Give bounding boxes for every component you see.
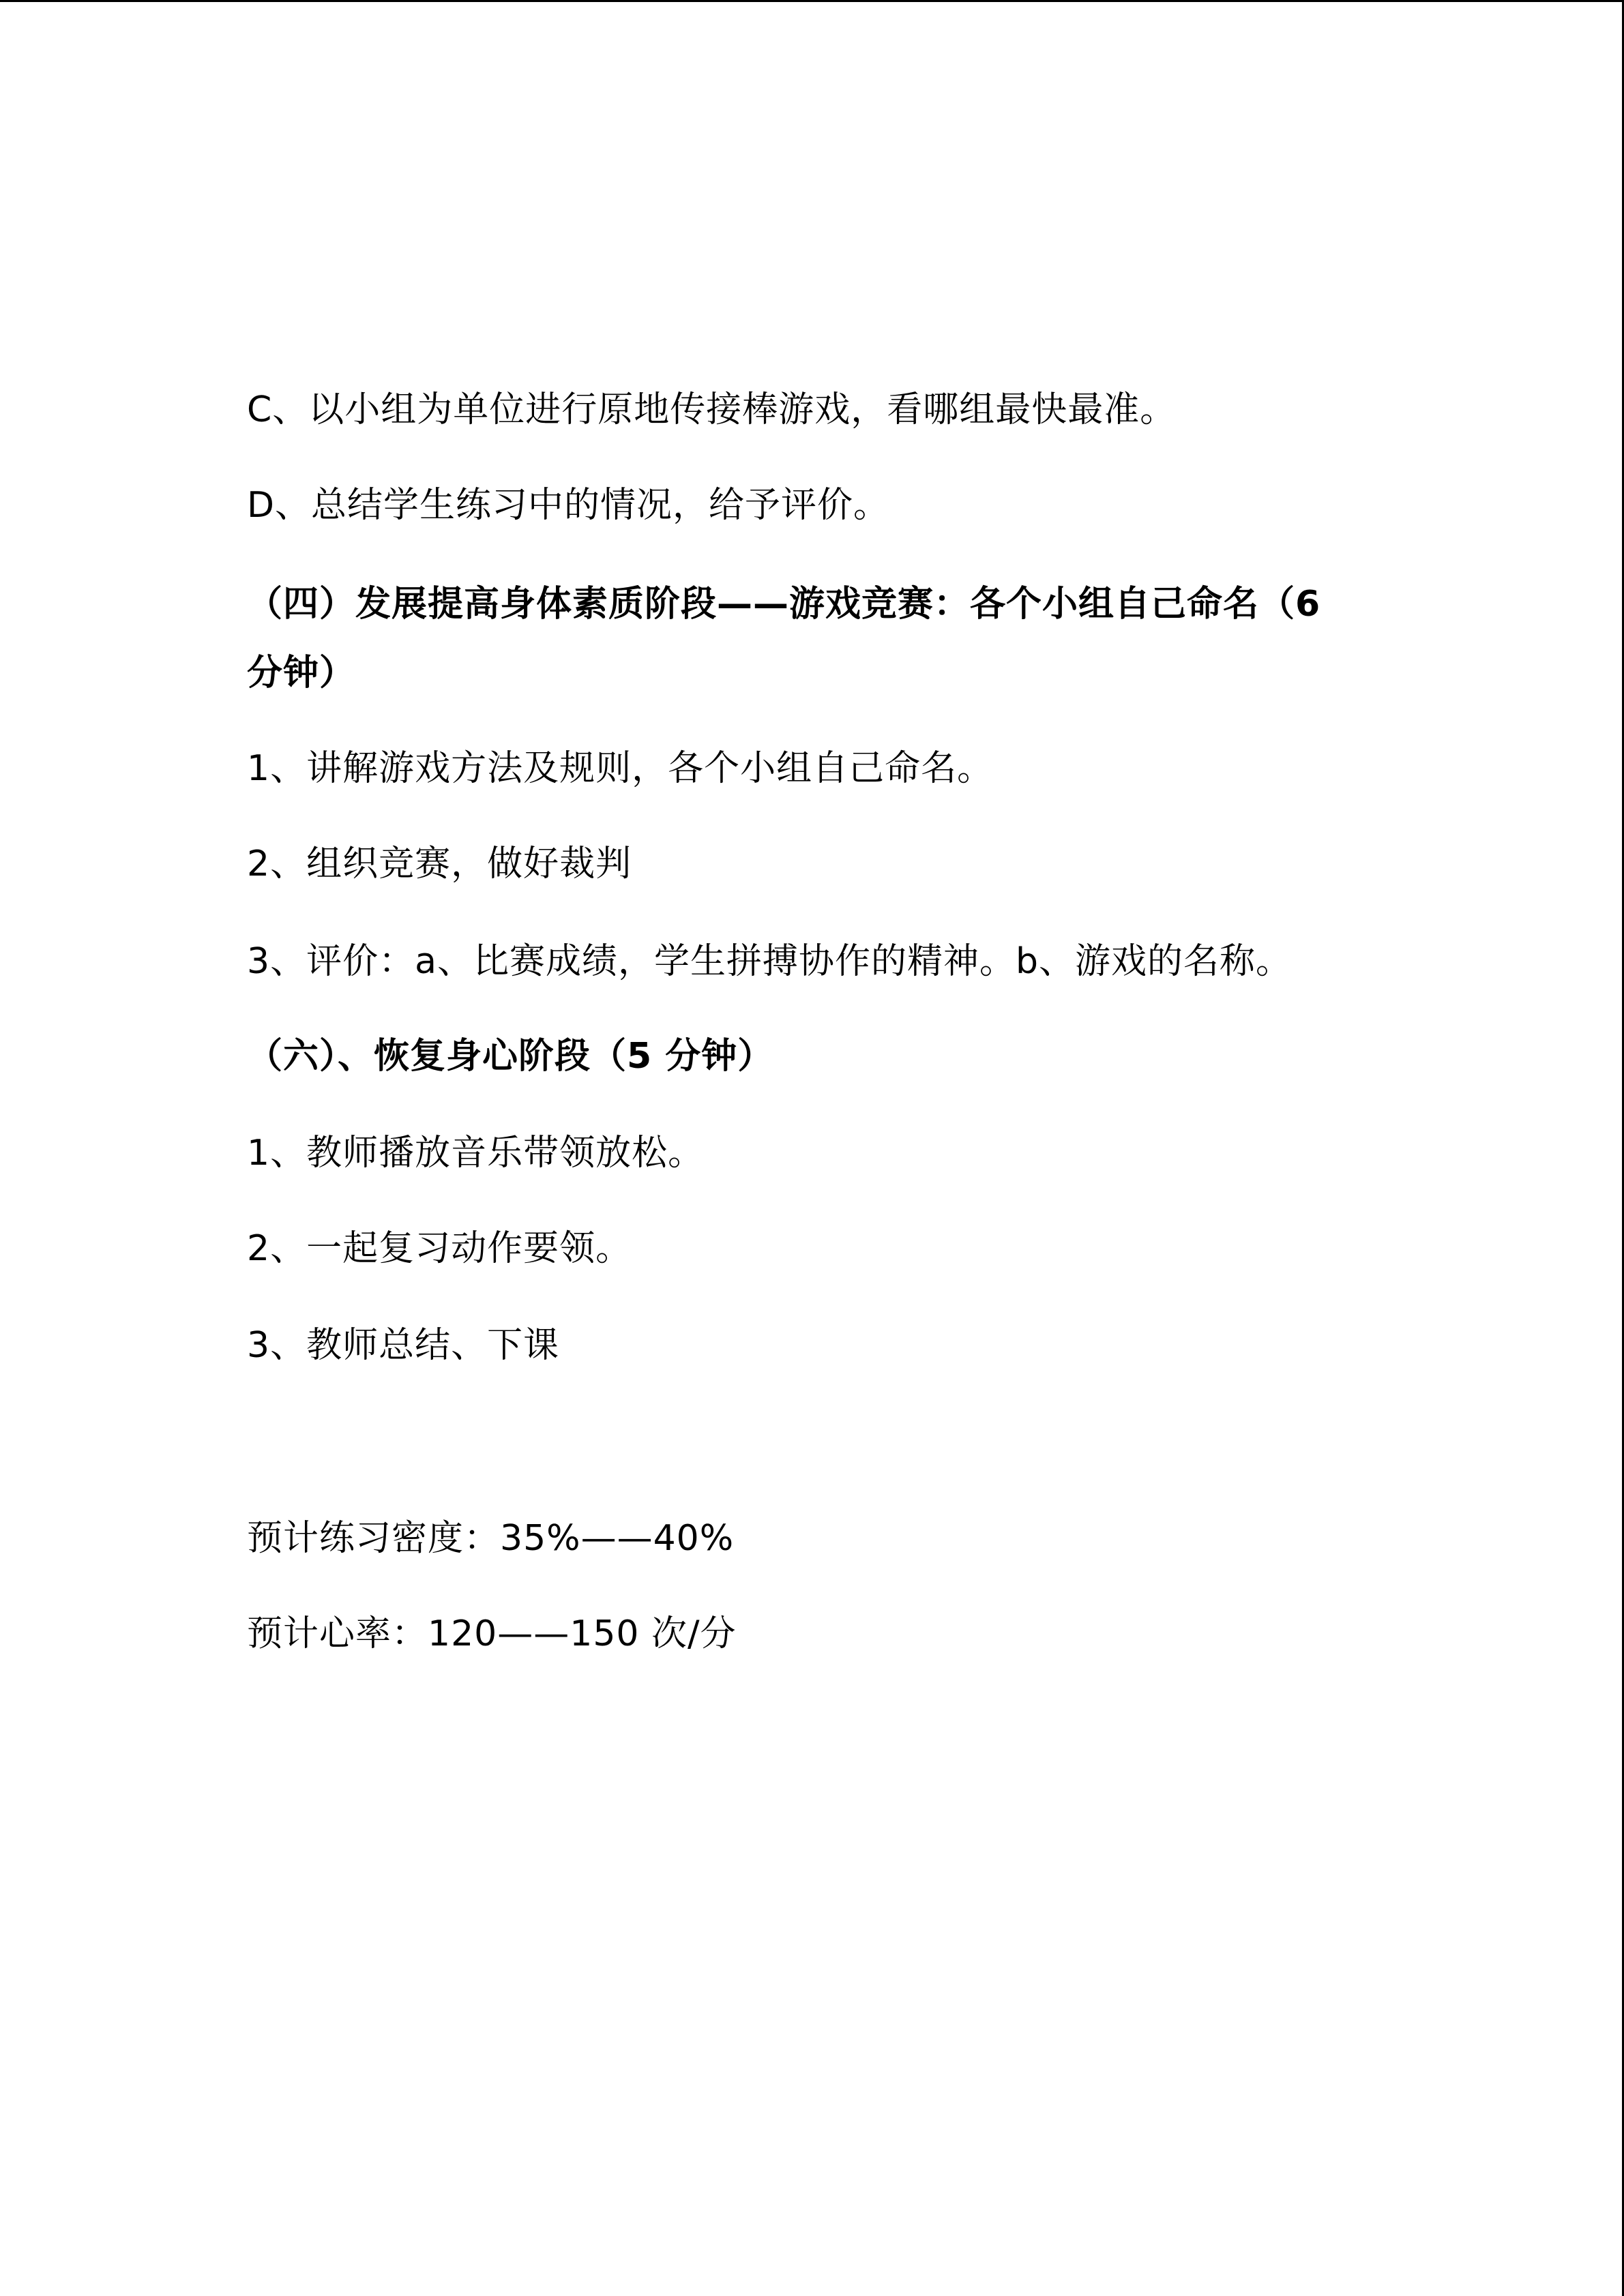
section-six-item-2: 2、一起复习动作要领。 [247, 1228, 632, 1269]
estimated-heart-rate: 预计心率：120——150 次/分 [247, 1613, 737, 1654]
section-six-item-3: 3、教师总结、下课 [247, 1325, 560, 1366]
paragraph-step-c: C、以小组为单位进行原地传接棒游戏，看哪组最快最准。 [247, 389, 1177, 430]
section-four-item-3: 3、评价：a、比赛成绩，学生拼搏协作的精神。b、游戏的名称。 [247, 941, 1292, 982]
section-six-heading: （六）、恢复身心阶段（5 分钟） [247, 1036, 774, 1077]
paragraph-step-d: D、总结学生练习中的情况，给予评价。 [247, 485, 890, 526]
section-six-item-1: 1、教师播放音乐带领放松。 [247, 1133, 705, 1174]
estimated-practice-density: 预计练习密度：35%——40% [247, 1518, 735, 1559]
section-four-heading-line2: 分钟） [247, 653, 356, 694]
section-four-item-2: 2、组织竞赛，做好裁判 [247, 844, 632, 884]
section-four-heading-line1: （四）发展提高身体素质阶段——游戏竞赛：各个小组自己命名（6 [247, 584, 1321, 625]
section-four-item-1: 1、讲解游戏方法及规则，各个小组自己命名。 [247, 748, 994, 789]
